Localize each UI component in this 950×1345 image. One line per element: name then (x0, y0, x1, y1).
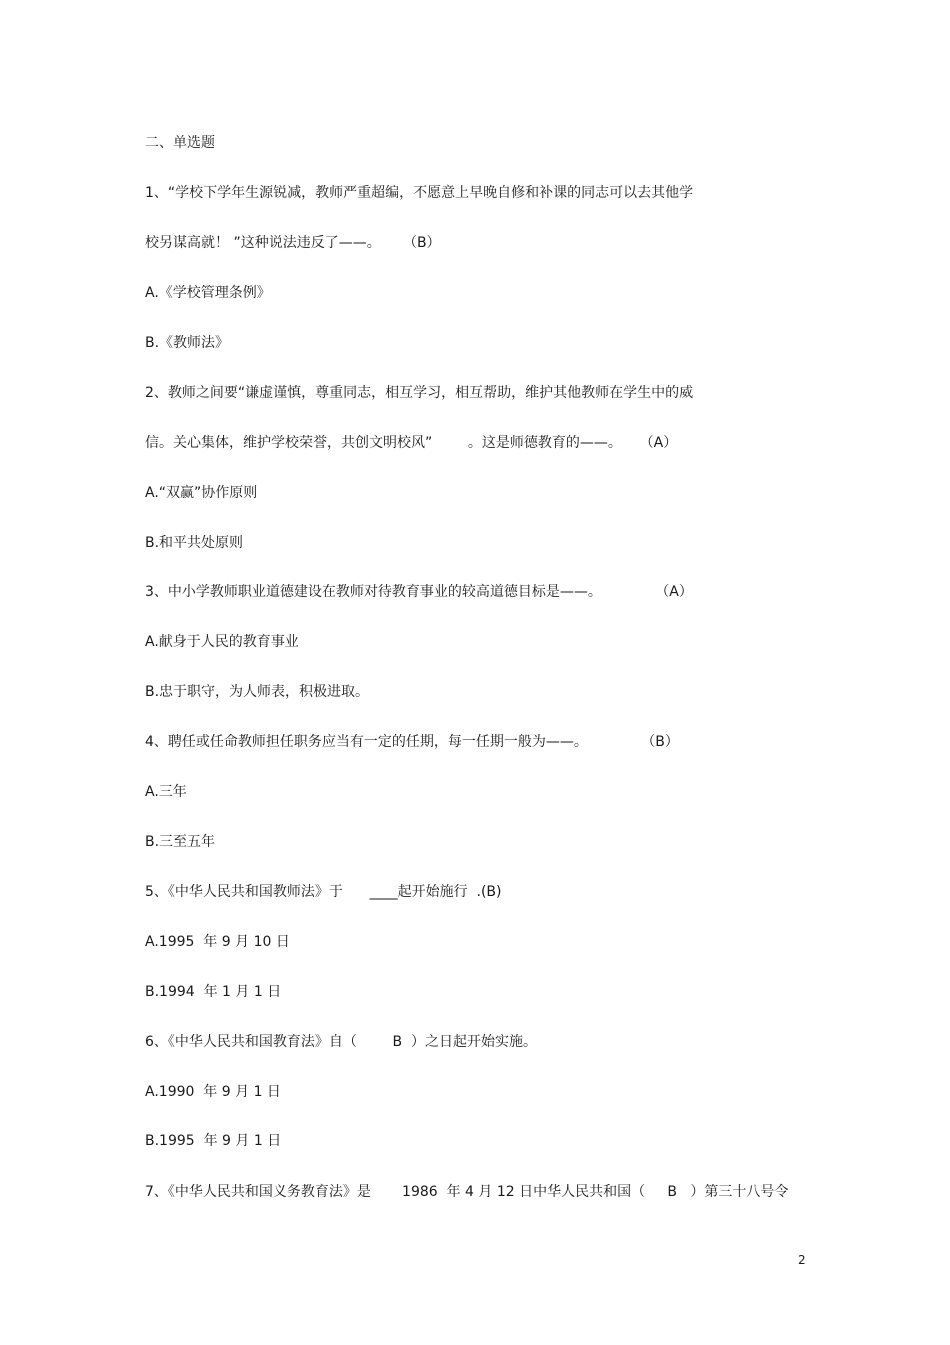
q4-stem: 4、聘任或任命教师担任职务应当有一定的任期，每一任期一般为——。 （B） (145, 734, 679, 750)
q2-option-b: B.和平共处原则 (145, 535, 244, 551)
q6-option-a: A.1990 年 9 月 1 日 (145, 1084, 281, 1100)
q4-option-b: B.三至五年 (145, 834, 216, 850)
q5-option-a: A.1995 年 9 月 10 日 (145, 934, 290, 950)
q6-stem: 6、《中华人民共和国教育法》自（ B ）之日起开始实施。 (145, 1034, 538, 1050)
q7-stem: 7、《中华人民共和国义务教育法》是 1986 年 4 月 12 日中华人民共和国（ B ）第三十八号令 (145, 1184, 789, 1200)
q1-stem-line1: 1、“学校下学年生源锐减，教师严重超编，不愿意上早晚自修和补课的同志可以去其他学 (145, 185, 694, 201)
q3-option-b: B.忠于职守，为人师表，积极进取。 (145, 684, 370, 700)
q6-option-b: B.1995 年 9 月 1 日 (145, 1133, 282, 1149)
q1-stem-line2: 校另谋高就！ ”这种说法违反了——。 （B） (145, 235, 441, 251)
q3-stem: 3、中小学教师职业道德建设在教师对待教育事业的较高道德目标是——。 （A） (145, 584, 693, 600)
q5-option-b: B.1994 年 1 月 1 日 (145, 984, 282, 1000)
page-number: 2 (798, 1253, 806, 1267)
q1-option-a: A.《学校管理条例》 (145, 285, 271, 301)
section-title: 二、单选题 (145, 135, 215, 151)
q5-stem: 5、《中华人民共和国教师法》于 ____起开始施行 .(B) (145, 884, 502, 900)
q4-option-a: A.三年 (145, 784, 187, 800)
q1-option-b: B.《教师法》 (145, 335, 230, 351)
q2-stem-line2: 信。关心集体，维护学校荣誉，共创文明校风” 。这是师德教育的——。 （A） (145, 435, 678, 451)
q3-option-a: A.献身于人民的教育事业 (145, 634, 299, 650)
q2-stem-line1: 2、教师之间要“谦虚谨慎，尊重同志，相互学习，相互帮助，维护其他教师在学生中的威 (145, 385, 694, 401)
q2-option-a: A.“双赢”协作原则 (145, 485, 258, 501)
